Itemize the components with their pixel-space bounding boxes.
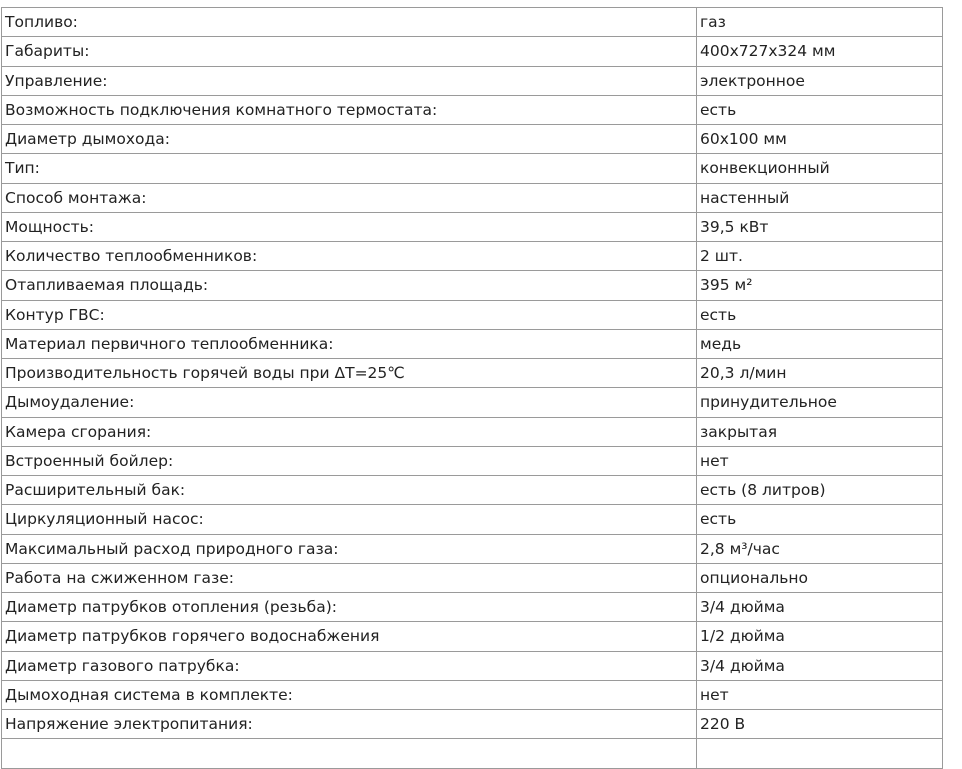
table-row — [2, 125, 943, 154]
table-row — [2, 680, 943, 709]
table-row — [2, 476, 943, 505]
spec-value: 39,5 кВт — [697, 212, 943, 241]
spec-label: Работа на сжиженном газе: — [2, 563, 697, 592]
spec-label: Дымоудаление: — [2, 388, 697, 417]
spec-label: Контур ГВС: — [2, 300, 697, 329]
table-row — [2, 66, 943, 95]
spec-label: Габариты: — [2, 37, 697, 66]
spec-value: есть — [697, 300, 943, 329]
spec-label: Способ монтажа: — [2, 183, 697, 212]
spec-label: Встроенный бойлер: — [2, 446, 697, 475]
spec-label: Диаметр газового патрубка: — [2, 651, 697, 680]
spec-value: закрытая — [697, 417, 943, 446]
spec-label: Камера сгорания: — [2, 417, 697, 446]
spec-label: Материал первичного теплообменника: — [2, 329, 697, 358]
table-row — [2, 417, 943, 446]
table-row — [2, 212, 943, 241]
spec-value: нет — [697, 446, 943, 475]
spec-label: Управление: — [2, 66, 697, 95]
spec-label: Дымоходная система в комплекте: — [2, 680, 697, 709]
spec-label: Топливо: — [2, 8, 697, 37]
table-row — [2, 622, 943, 651]
spec-value: 220 В — [697, 710, 943, 739]
spec-label: Напряжение электропитания: — [2, 710, 697, 739]
spec-value: 1/2 дюйма — [697, 622, 943, 651]
table-row — [2, 534, 943, 563]
spec-value: 3/4 дюйма — [697, 593, 943, 622]
spec-value: конвекционный — [697, 154, 943, 183]
spec-value: 20,3 л/мин — [697, 359, 943, 388]
spec-value: 395 м² — [697, 271, 943, 300]
table-row — [2, 563, 943, 592]
spec-value: есть — [697, 95, 943, 124]
spec-value — [697, 739, 943, 768]
table-row — [2, 8, 943, 37]
table-row — [2, 388, 943, 417]
table-row — [2, 446, 943, 475]
table-row — [2, 505, 943, 534]
table-row — [2, 95, 943, 124]
spec-value: 400x727x324 мм — [697, 37, 943, 66]
spec-value: есть — [697, 505, 943, 534]
specifications-table — [1, 7, 943, 769]
spec-label: Диаметр патрубков отопления (резьба): — [2, 593, 697, 622]
spec-label: Тип: — [2, 154, 697, 183]
spec-value: есть (8 литров) — [697, 476, 943, 505]
table-row — [2, 359, 943, 388]
table-row — [2, 710, 943, 739]
table-row — [2, 651, 943, 680]
spec-label: Диаметр дымохода: — [2, 125, 697, 154]
spec-label — [2, 739, 697, 768]
spec-value: 2,8 м³/час — [697, 534, 943, 563]
spec-label: Производительность горячей воды при ΔT=25℃ — [2, 359, 697, 388]
spec-value: опционально — [697, 563, 943, 592]
table-row — [2, 739, 943, 768]
spec-value: газ — [697, 8, 943, 37]
table-row — [2, 154, 943, 183]
spec-value: медь — [697, 329, 943, 358]
table-row — [2, 37, 943, 66]
spec-label: Мощность: — [2, 212, 697, 241]
spec-value: нет — [697, 680, 943, 709]
table-row — [2, 242, 943, 271]
table-row — [2, 593, 943, 622]
spec-label: Расширительный бак: — [2, 476, 697, 505]
spec-value: принудительное — [697, 388, 943, 417]
spec-value: электронное — [697, 66, 943, 95]
specifications-table-body — [2, 8, 943, 769]
spec-label: Циркуляционный насос: — [2, 505, 697, 534]
spec-value: 3/4 дюйма — [697, 651, 943, 680]
spec-value: 2 шт. — [697, 242, 943, 271]
spec-label: Количество теплообменников: — [2, 242, 697, 271]
spec-label: Возможность подключения комнатного термостата: — [2, 95, 697, 124]
table-row — [2, 329, 943, 358]
spec-value: настенный — [697, 183, 943, 212]
table-row — [2, 300, 943, 329]
spec-label: Отапливаемая площадь: — [2, 271, 697, 300]
spec-value: 60x100 мм — [697, 125, 943, 154]
spec-label: Диаметр патрубков горячего водоснабжения — [2, 622, 697, 651]
table-row — [2, 183, 943, 212]
table-row — [2, 271, 943, 300]
spec-label: Максимальный расход природного газа: — [2, 534, 697, 563]
